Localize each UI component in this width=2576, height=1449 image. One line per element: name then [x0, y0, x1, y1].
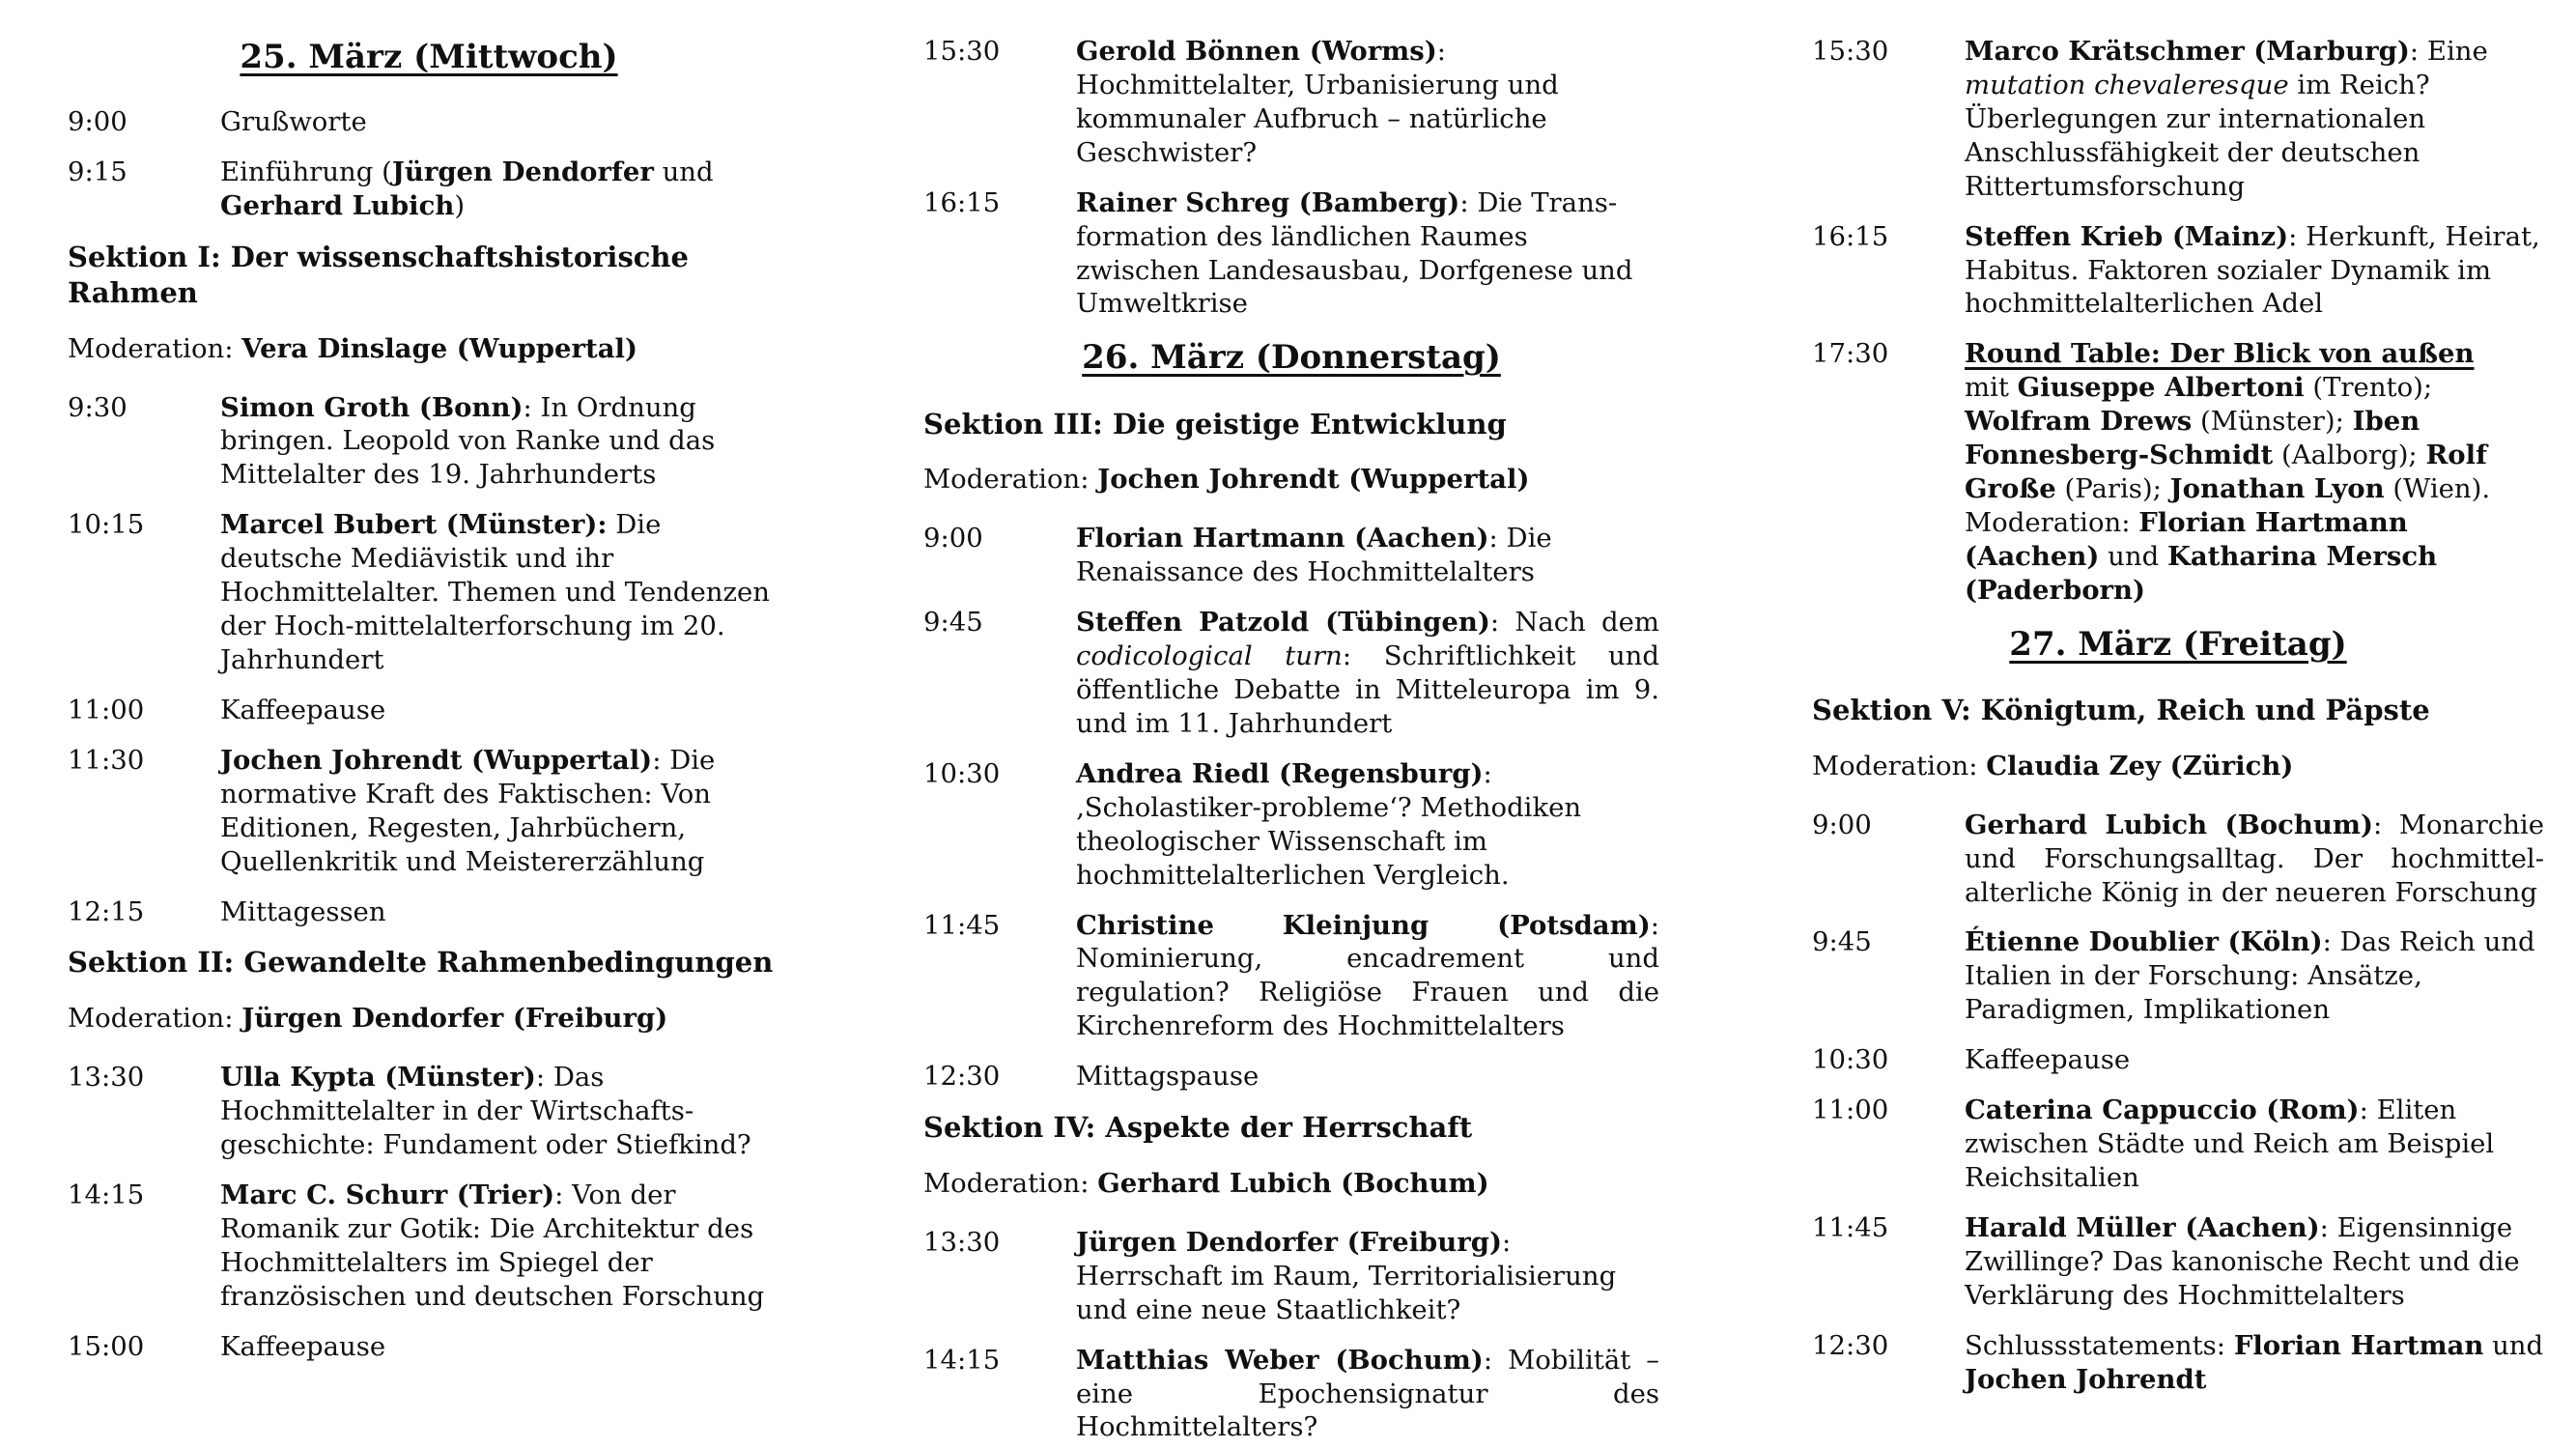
time-label: 10:30 — [1812, 1044, 1889, 1076]
time-label: 12:30 — [923, 1061, 1001, 1093]
session-text — [1076, 606, 1659, 741]
time-label: 10:30 — [923, 757, 1001, 789]
time-label: 9:45 — [923, 607, 983, 639]
time-label: 16:15 — [923, 186, 1001, 218]
session-row — [923, 606, 1659, 741]
session-row — [68, 508, 790, 677]
person-name: Rainer Schreg (Bamberg) — [1076, 186, 1460, 218]
text-segment: Die deutsche Mediävistik und ihr Hochmittelalter. Themen und Tendenzen der Hoch-mittelalterforschung im 20. Jahrhundert — [220, 509, 770, 675]
person-name: Florian Hartmann (Aachen) — [1965, 506, 2408, 572]
person-name: Gerhard Lubich (Bochum) — [1097, 1167, 1489, 1199]
session-row — [68, 105, 790, 139]
time-label: 16:15 — [1812, 220, 1889, 252]
person-name: Jonathan Lyon — [2169, 473, 2385, 505]
text-segment: Mittagspause — [1076, 1061, 1260, 1093]
time-label: 14:15 — [923, 1344, 1001, 1376]
session-text — [1965, 925, 2544, 1027]
program-column-friday — [1812, 35, 2544, 1413]
session-row — [1812, 925, 2544, 1027]
text-segment: : Von der Romanik zur Gotik: Die Architektur des Hochmittelalters im Spiegel der französischen und deutschen Forschung — [220, 1179, 765, 1312]
time-label: 15:30 — [1812, 36, 1889, 67]
session-text — [220, 508, 790, 677]
time-label: 11:30 — [68, 744, 145, 776]
session-row — [923, 1344, 1659, 1445]
italic-term: mutation chevaleresque — [1965, 69, 2289, 100]
moderation-line — [68, 332, 790, 366]
session-text — [220, 1330, 790, 1364]
session-text — [220, 895, 790, 929]
person-name: Florian Hartman — [2233, 1329, 2484, 1361]
time-label: 13:30 — [68, 1062, 145, 1094]
person-name: Vera Dinslage (Wuppertal) — [241, 332, 637, 364]
section-heading: Sektion I: Der wissenschaftshistorische Rahmen — [68, 240, 689, 309]
text-segment: mit — [1965, 372, 2018, 404]
session-text — [1965, 337, 2544, 607]
session-row — [1812, 1043, 2544, 1077]
text-segment: Kaffeepause — [220, 1330, 386, 1362]
text-segment: Schlussstatements: — [1965, 1329, 2234, 1361]
session-text — [220, 1179, 790, 1314]
text-segment: : Eine — [2409, 36, 2488, 67]
text-segment: Mittagessen — [220, 895, 386, 927]
session-text — [1965, 220, 2544, 322]
session-text — [220, 744, 790, 879]
session-row — [1812, 1211, 2544, 1313]
session-row — [923, 757, 1659, 893]
person-name: Andrea Riedl (Regensburg) — [1076, 757, 1484, 789]
session-row — [68, 895, 790, 929]
day-title: 27. März (Freitag) — [2009, 624, 2347, 664]
session-row — [68, 156, 790, 223]
moderation-line — [1812, 750, 2544, 783]
text-segment: : Das Hochmittelalter in der Wirtschafts-geschichte: Fundament oder Stiefkind? — [220, 1062, 751, 1161]
time-label: 11:45 — [1812, 1211, 1889, 1243]
person-name: Jochen Johrendt (Wuppertal) — [220, 744, 653, 776]
program-column-thursday — [923, 35, 1659, 1449]
person-name: Jochen Johrendt — [1965, 1363, 2207, 1395]
person-name: Étienne Doublier (Köln) — [1965, 926, 2323, 958]
text-segment: : Eigensinnige Zwillinge? Das kanonische Recht und die Verklärung des Hochmittelalters — [1965, 1211, 2520, 1311]
text-segment: : Monarchie und Forschungsalltag. Der hochmittel-alterliche König in der neueren Forschung — [1965, 809, 2544, 908]
session-text — [1076, 186, 1659, 322]
person-name: Caterina Cappuccio (Rom) — [1965, 1094, 2360, 1126]
time-label: 13:30 — [923, 1226, 1001, 1258]
person-name: Simon Groth (Bonn) — [220, 391, 524, 423]
person-name: Jürgen Dendorfer (Freiburg) — [1076, 1226, 1503, 1258]
session-text — [1965, 35, 2544, 204]
person-name: Marc C. Schurr (Trier) — [220, 1179, 555, 1210]
text-segment: (Trento); — [2304, 372, 2433, 404]
session-row — [1812, 809, 2544, 910]
session-text — [220, 694, 790, 727]
italic-term: codicological turn — [1076, 640, 1343, 672]
session-text — [1076, 35, 1659, 170]
person-name: Steffen Patzold (Tübingen) — [1076, 607, 1490, 639]
time-label: 9:00 — [1812, 809, 1872, 840]
text-segment: : Hochmittelalter, Urbanisierung und kommunaler Aufbruch – natürliche Geschwister? — [1076, 36, 1559, 168]
text-segment: Moderation: — [923, 464, 1098, 496]
person-name: Claudia Zey (Zürich) — [1986, 750, 2294, 781]
session-row — [923, 1226, 1659, 1327]
session-text — [1965, 809, 2544, 910]
person-name: Gerold Bönnen (Worms) — [1076, 36, 1437, 67]
section-heading: Sektion V: Königtum, Reich und Päpste — [1812, 693, 2430, 726]
session-text — [1076, 1060, 1659, 1094]
session-text — [1076, 909, 1659, 1044]
time-label: 9:30 — [68, 391, 127, 423]
text-segment: : Die Trans-formation des ländlichen Raumes zwischen Landesausbau, Dorfgenese und Umweltkrise — [1076, 186, 1633, 320]
text-segment: : Die Renaissance des Hochmittelalters — [1076, 523, 1552, 588]
time-label: 9:15 — [68, 156, 127, 188]
person-name: Iben Fonnesberg-Schmidt — [1965, 406, 2420, 471]
session-row — [68, 1179, 790, 1314]
session-row — [1812, 337, 2544, 607]
session-text — [1965, 1094, 2544, 1195]
time-label: 11:00 — [68, 694, 145, 725]
person-name: Marco Krätschmer (Marburg) — [1965, 36, 2410, 67]
person-name: Katharina Mersch (Paderborn) — [1965, 540, 2438, 606]
text-segment: Moderation: — [68, 1003, 242, 1035]
text-segment: : Nominierung, encadrement und regulation? Religiöse Frauen und die Kirchenreform des Hochmittelalters — [1076, 909, 1659, 1042]
text-segment: und — [2483, 1329, 2544, 1361]
session-row — [68, 1330, 790, 1364]
text-segment: und — [653, 156, 714, 188]
person-name: Steffen Krieb (Mainz) — [1965, 220, 2289, 252]
person-name: Jochen Johrendt (Wuppertal) — [1097, 464, 1530, 496]
time-label: 9:45 — [1812, 926, 1872, 958]
text-segment: (Wien). Moderation: — [1965, 473, 2491, 538]
session-row — [68, 1061, 790, 1162]
text-segment: (Münster); — [2192, 406, 2353, 438]
text-segment: Grußworte — [220, 106, 367, 138]
moderation-line — [68, 1002, 790, 1036]
time-label: 17:30 — [1812, 338, 1889, 370]
time-label: 12:15 — [68, 895, 145, 927]
session-text — [220, 1061, 790, 1162]
session-row — [68, 391, 790, 493]
time-label: 15:00 — [68, 1330, 145, 1362]
session-row — [923, 35, 1659, 170]
time-label: 11:00 — [1812, 1094, 1889, 1126]
person-name: Wolfram Drews — [1965, 406, 2193, 438]
section-heading: Sektion IV: Aspekte der Herrschaft — [923, 1111, 1473, 1145]
day-title: 25. März (Mittwoch) — [240, 38, 618, 76]
session-text — [1965, 1329, 2544, 1397]
person-name: Matthias Weber (Bochum) — [1076, 1344, 1484, 1376]
person-name: Florian Hartmann (Aachen) — [1076, 523, 1489, 554]
person-name: Marcel Bubert (Münster): — [220, 509, 608, 541]
person-name: Round Table: Der Blick von außen — [1965, 338, 2475, 370]
text-segment: Einführung ( — [220, 156, 392, 188]
session-row — [923, 186, 1659, 322]
text-segment: : Herrschaft im Raum, Territorialisierung und eine neue Staatlichkeit? — [1076, 1226, 1617, 1325]
session-text — [220, 105, 790, 139]
session-text — [220, 156, 790, 223]
time-label: 15:30 — [923, 36, 1001, 67]
person-name: Gerhard Lubich — [220, 190, 455, 222]
person-name: Harald Müller (Aachen) — [1965, 1211, 2320, 1243]
session-row — [923, 1060, 1659, 1094]
session-text — [1076, 757, 1659, 893]
session-text — [1965, 1043, 2544, 1077]
person-name: Jürgen Dendorfer — [391, 156, 654, 188]
person-name: Jürgen Dendorfer (Freiburg) — [241, 1003, 668, 1035]
session-text — [220, 391, 790, 493]
session-row — [1812, 220, 2544, 322]
text-segment: : Herkunft, Heirat, Habitus. Faktoren sozialer Dynamik im hochmittelalterlichen Adel — [1965, 220, 2540, 320]
text-segment: Moderation: — [1812, 750, 1987, 781]
text-segment: : Nach dem — [1489, 607, 1659, 639]
text-segment: Kaffeepause — [1965, 1044, 2131, 1076]
person-name: Gerhard Lubich (Bochum) — [1965, 809, 2373, 840]
time-label: 9:00 — [923, 523, 983, 554]
session-text — [1076, 1226, 1659, 1327]
text-segment: : Schriftlichkeit und öffentliche Debatte in Mitteleuropa im 9. und im 11. Jahrhundert — [1076, 640, 1659, 739]
time-label: 10:15 — [68, 509, 145, 541]
text-segment: Kaffeepause — [220, 694, 386, 725]
person-name: Giuseppe Albertoni — [2017, 372, 2305, 404]
text-segment: : ‚Scholastiker-probleme‘? Methodiken theologischer Wissenschaft im hochmittelalterlichen Vergleich. — [1076, 757, 1582, 891]
person-name: Rolf Große — [1965, 440, 2487, 505]
text-segment: (Aalborg); — [2273, 440, 2426, 471]
time-label: 14:15 — [68, 1179, 145, 1210]
session-row — [923, 909, 1659, 1044]
text-segment: : Mobilität – eine Epochensignatur des Hochmittelalters? — [1076, 1344, 1660, 1443]
text-segment: im Reich? Überlegungen zur internationalen Anschlussfähigkeit der deutschen Rittertumsforschung — [1965, 69, 2430, 202]
time-label: 9:00 — [68, 106, 127, 138]
section-heading: Sektion III: Die geistige Entwicklung — [923, 407, 1507, 440]
session-text — [1076, 1344, 1659, 1445]
session-row — [1812, 35, 2544, 204]
text-segment: (Paris); — [2055, 473, 2170, 505]
text-segment: : Die normative Kraft des Faktischen: Von Editionen, Regesten, Jahrbüchern, Quellenkritik und Meistererzählung — [220, 744, 716, 877]
text-segment: und — [2099, 540, 2167, 572]
text-segment: : Das Reich und Italien in der Forschung: Ansätze, Paradigmen, Implikationen — [1965, 926, 2535, 1026]
moderation-line — [923, 1167, 1659, 1201]
text-segment: ) — [454, 190, 466, 222]
person-name: Ulla Kypta (Münster) — [220, 1062, 536, 1094]
text-segment: Moderation: — [923, 1167, 1098, 1199]
time-label: 12:30 — [1812, 1329, 1889, 1361]
text-segment: : Eliten zwischen Städte und Reich am Beispiel Reichsitalien — [1965, 1094, 2495, 1193]
session-row — [68, 694, 790, 727]
session-row — [1812, 1329, 2544, 1397]
moderation-line — [923, 463, 1659, 497]
person-name: Christine Kleinjung (Potsdam) — [1076, 909, 1651, 941]
session-row — [68, 744, 790, 879]
session-row — [1812, 1094, 2544, 1195]
session-text — [1076, 522, 1659, 589]
text-segment: : In Ordnung bringen. Leopold von Ranke und das Mittelalter des 19. Jahrhunderts — [220, 391, 716, 491]
section-heading: Sektion II: Gewandelte Rahmenbedingungen — [68, 946, 774, 980]
text-segment: Moderation: — [68, 332, 242, 364]
day-title: 26. März (Donnerstag) — [1082, 338, 1501, 378]
time-label: 11:45 — [923, 909, 1001, 941]
session-text — [1965, 1211, 2544, 1313]
program-column-wednesday — [68, 35, 790, 1380]
session-row — [923, 522, 1659, 589]
